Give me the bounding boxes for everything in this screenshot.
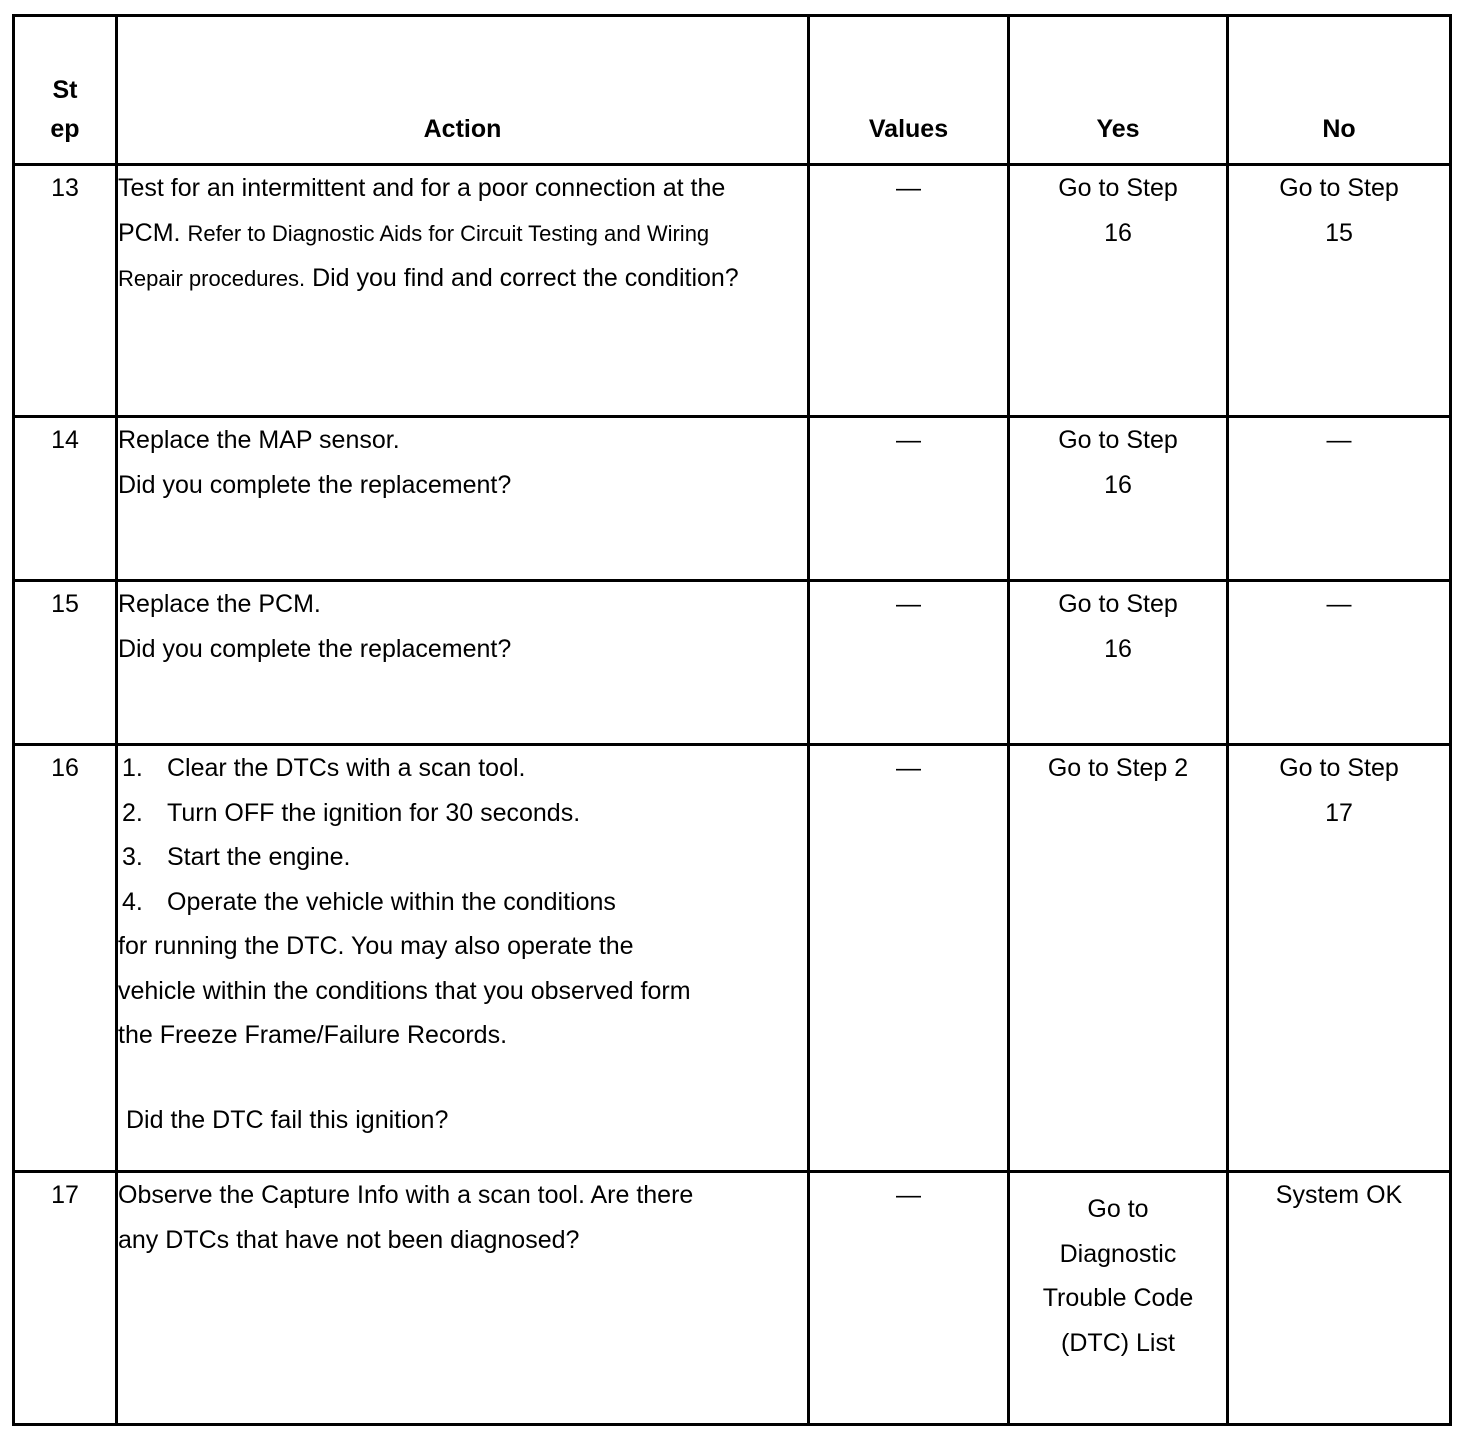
header-action: Action <box>117 16 809 165</box>
yes-cell <box>1009 165 1228 417</box>
action-question: Did you find and correct the condition? <box>312 264 739 292</box>
action-text: Replace the PCM. <box>118 590 321 618</box>
header-step <box>14 16 117 165</box>
yes-link[interactable]: Go to Step 2 <box>1047 754 1189 782</box>
header-yes: Yes <box>1009 16 1228 165</box>
action-question: Did you complete the replacement? <box>118 470 512 499</box>
list-item: 1. Clear the DTCs with a scan tool. <box>122 754 526 782</box>
action-cell <box>117 1172 809 1425</box>
yes-cell <box>1009 1172 1228 1425</box>
no-cell: — <box>1228 581 1451 745</box>
step-number: 14 <box>14 417 117 581</box>
header-row <box>14 16 1451 165</box>
list-item: 3. Start the engine. <box>122 843 351 871</box>
no-cell <box>1228 745 1451 1172</box>
yes-link[interactable]: Go to Step 16 <box>1058 174 1178 247</box>
step-number: 17 <box>14 1172 117 1425</box>
yes-cell <box>1009 745 1228 1172</box>
action-cell <box>117 165 809 417</box>
action-continuation: for running the DTC. You may also operate the vehicle within the conditions that you observed form the Freeze Frame/Failure Records. <box>118 932 691 1049</box>
values-cell: — <box>809 581 1009 745</box>
action-cell <box>117 581 809 745</box>
no-link[interactable]: Go to Step 15 <box>1279 174 1399 247</box>
table-row <box>14 417 1451 581</box>
table-row <box>14 1172 1451 1425</box>
yes-link[interactable]: Go to Step 16 <box>1058 590 1178 663</box>
values-cell: — <box>809 745 1009 1172</box>
no-cell <box>1228 165 1451 417</box>
table-row <box>14 745 1451 1172</box>
no-cell: — <box>1228 417 1451 581</box>
yes-cell <box>1009 417 1228 581</box>
values-cell: — <box>809 165 1009 417</box>
step-number: 16 <box>14 745 117 1172</box>
action-text: Observe the Capture Info with a scan tool. Are there any DTCs that have not been diagnosed? <box>118 1181 694 1254</box>
action-text: Replace the MAP sensor. <box>118 426 400 454</box>
values-cell: — <box>809 1172 1009 1425</box>
header-no: No <box>1228 16 1451 165</box>
table-row <box>14 581 1451 745</box>
yes-cell <box>1009 581 1228 745</box>
list-item: 2. Turn OFF the ignition for 30 seconds. <box>122 798 581 827</box>
no-link[interactable]: Go to Step 17 <box>1279 754 1399 827</box>
diagnostic-table <box>12 14 1452 1426</box>
action-reference: Refer to Diagnostic Aids for Circuit Testing and Wiring Repair procedures. <box>118 220 710 291</box>
no-cell: System OK <box>1228 1172 1451 1425</box>
action-cell <box>117 745 809 1172</box>
list-item: 4. Operate the vehicle within the conditions <box>122 887 616 916</box>
step-number: 15 <box>14 581 117 745</box>
action-question: Did you complete the replacement? <box>118 634 512 663</box>
action-text: Test for an intermittent and for a poor connection at the PCM. <box>118 174 726 247</box>
action-steps-list <box>118 746 807 924</box>
values-cell: — <box>809 417 1009 581</box>
header-values: Values <box>809 16 1009 165</box>
action-question: Did the DTC fail this ignition? <box>126 1105 449 1134</box>
yes-link[interactable]: Go to Step 16 <box>1058 426 1178 499</box>
table-row <box>14 165 1451 417</box>
step-number: 13 <box>14 165 117 417</box>
action-cell <box>117 417 809 581</box>
yes-link[interactable]: Go to Diagnostic Trouble Code (DTC) List <box>1042 1195 1194 1357</box>
header-step-label: St ep <box>50 76 80 143</box>
